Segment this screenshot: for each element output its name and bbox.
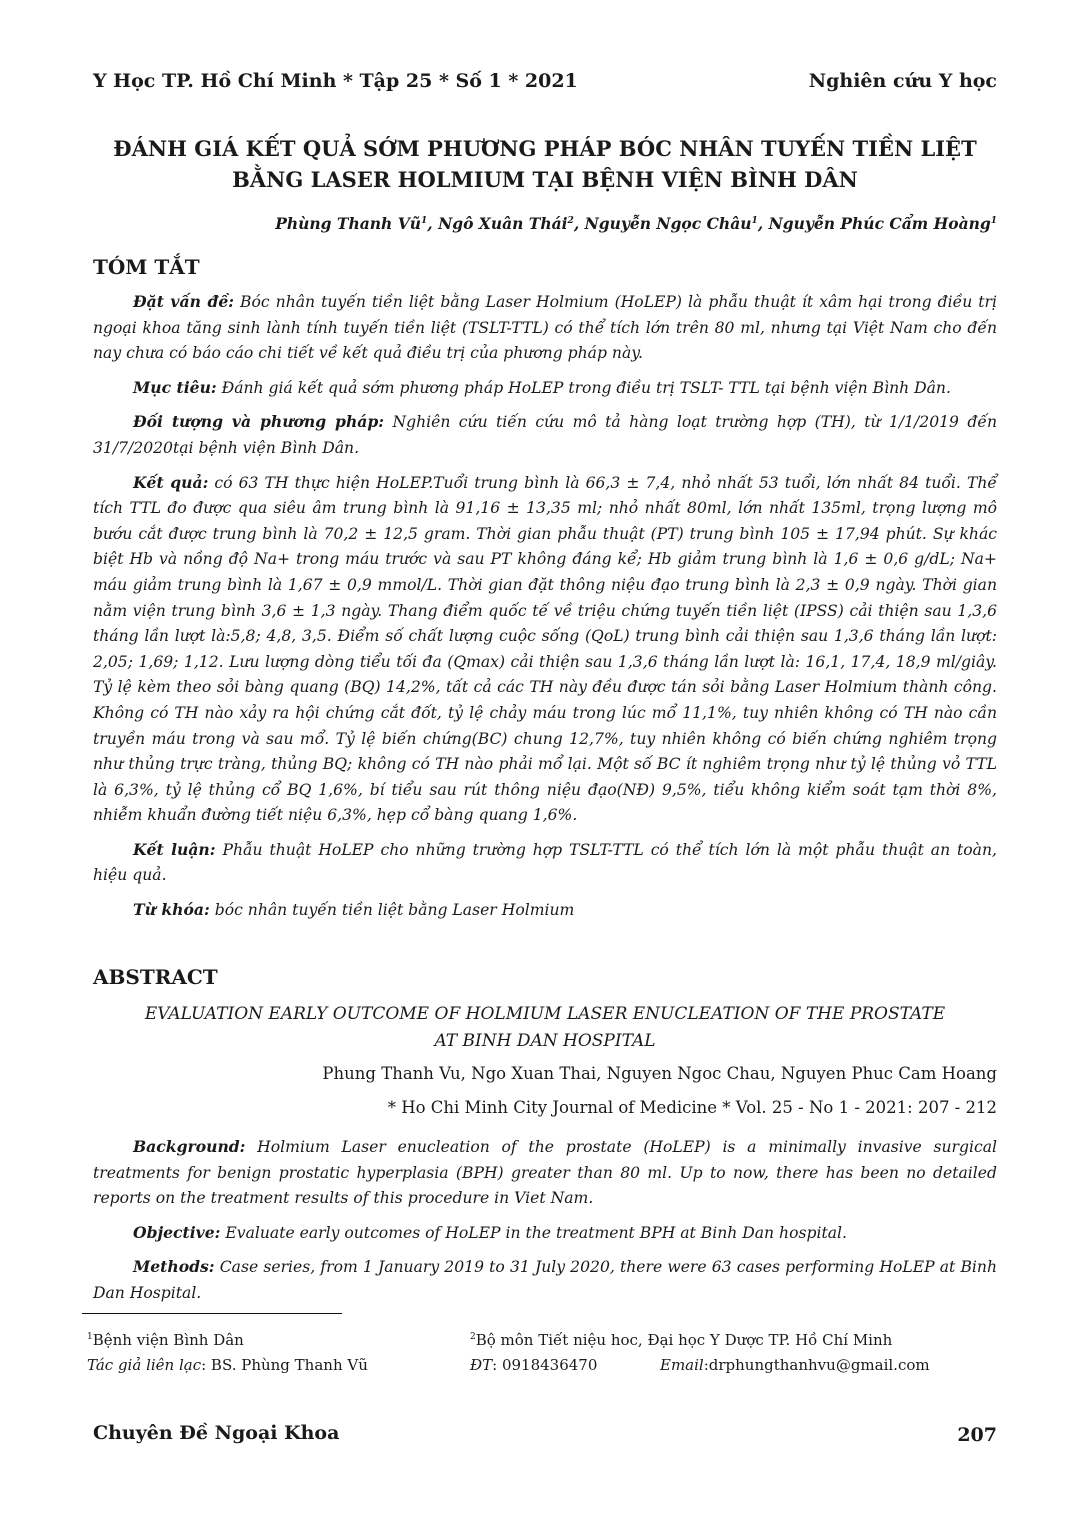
author-name: Ngô Xuân Thái <box>438 214 568 233</box>
abstract-title-line: AT BINH DAN HOSPITAL <box>434 1031 656 1051</box>
separator: , <box>757 214 769 233</box>
author-name: Nguyễn Phúc Cẩm Hoàng <box>768 214 991 233</box>
abstract-background <box>93 1134 997 1212</box>
summary-keywords-label: Từ khóa: <box>133 900 210 920</box>
abstract-background-text: Holmium Laser enucleation of the prostate (HoLEP) is a minimally invasive surgical treatments for benign prostatic hyperplasia (BPH) greater than 80 ml. Up to now, there has been no detailed reports on the treatment results of this procedure in Viet Nam. <box>93 1138 997 1208</box>
footnote-email <box>660 1356 930 1374</box>
summary-conclusion-text: Phẫu thuật HoLEP cho những trường hợp TSLT-TTL có thể tích lớn là một phẫu thuật an toàn, hiệu quả. <box>93 840 997 885</box>
title-line: ĐÁNH GIÁ KẾT QUẢ SỚM PHƯƠNG PHÁP BÓC NHÂN TUYẾN TIỀN LIỆT <box>113 136 977 161</box>
summary-body <box>93 289 997 932</box>
footnote-phone <box>470 1356 597 1374</box>
summary-heading: TÓM TẮT <box>93 255 200 279</box>
summary-background-text: Bóc nhân tuyến tiền liệt bằng Laser Holmium (HoLEP) là phẫu thuật ít xâm hại trong điều trị ngoại khoa tăng sinh lành tính tuyến tiền liệt (TSLT-TTL) có thể tích lớn trên 80 ml, nhưng tại Việt Nam cho đến nay chưa có báo cáo chi tiết về kết quả điều trị của phương pháp này. <box>93 293 997 363</box>
affiliation-mark: 1 <box>421 215 428 226</box>
author-list-en: Phung Thanh Vu, Ngo Xuan Thai, Nguyen Ngoc Chau, Nguyen Phuc Cam Hoang <box>322 1064 997 1083</box>
author-list-vn <box>275 214 997 233</box>
summary-objective-text: Đánh giá kết quả sớm phương pháp HoLEP trong điều trị TSLT- TTL tại bệnh viện Bình Dân. <box>216 378 951 397</box>
summary-keywords <box>93 897 997 924</box>
summary-objective <box>93 375 997 402</box>
summary-methods-text: Nghiên cứu tiến cứu mô tả hàng loạt trường hợp (TH), từ 1/1/2019 đến 31/7/2020tại bệnh viện Bình Dân. <box>93 413 997 457</box>
separator: , <box>573 214 585 233</box>
abstract-methods <box>93 1254 997 1306</box>
affiliation-mark: 2 <box>567 215 574 226</box>
summary-methods-label: Đối tượng và phương pháp: <box>133 412 385 432</box>
contact-name: : BS. Phùng Thanh Vũ <box>201 1356 368 1374</box>
title-line: BẰNG LASER HOLMIUM TẠI BỆNH VIỆN BÌNH DÂN <box>232 167 858 192</box>
summary-results-label: Kết quả: <box>133 472 209 492</box>
email-address[interactable]: :drphungthanhvu@gmail.com <box>703 1356 930 1374</box>
journal-info: Y Học TP. Hồ Chí Minh * Tập 25 * Số 1 * 2021 <box>93 70 578 92</box>
abstract-body <box>93 1134 997 1315</box>
author-name: Phùng Thanh Vũ <box>275 214 421 233</box>
summary-keywords-text: bóc nhân tuyến tiền liệt bằng Laser Holmium <box>209 901 575 920</box>
footnote-contact <box>87 1356 368 1374</box>
phone-number: : 0918436470 <box>492 1356 598 1374</box>
abstract-objective-label: Objective: <box>133 1222 221 1242</box>
abstract-methods-label: Methods: <box>133 1257 215 1277</box>
summary-background-label: Đặt vấn đề: <box>133 292 235 311</box>
article-title <box>93 133 997 195</box>
email-label: Email <box>660 1356 704 1374</box>
contact-label: Tác giả liên lạc <box>87 1356 202 1374</box>
abstract-heading: ABSTRACT <box>93 965 218 989</box>
summary-conclusion-label: Kết luận: <box>133 839 216 859</box>
abstract-objective-text: Evaluate early outcomes of HoLEP in the treatment BPH at Binh Dan hospital. <box>220 1223 847 1242</box>
affiliation-mark: 2 <box>470 1332 476 1342</box>
abstract-title <box>93 1001 997 1055</box>
phone-label: ĐT <box>470 1356 493 1374</box>
affiliation-mark: 1 <box>87 1332 93 1342</box>
citation: * Ho Chi Minh City Journal of Medicine * Vol. 25 - No 1 - 2021: 207 - 212 <box>387 1098 997 1117</box>
summary-objective-label: Mục tiêu: <box>133 377 217 397</box>
summary-results-text: có 63 TH thực hiện HoLEP.Tuổi trung bình là 66,3 ± 7,4, nhỏ nhất 53 tuổi, lớn nhất 84 tuổi. Thể tích TTL đo được qua siêu âm trung bình là 91,16 ± 13,35 ml; nhỏ nhất 80ml, lớn nhất 135ml, trọng lượng mô bướu cắt được trung bình là 70,2 ± 12,5 gram. Thời gian phẫu thuật (PT) trung bình 105 ± 17,94 phút. Sự khác biệt Hb và nồng độ Na+ trong máu trước và sau PT không đáng kể; Hb giảm trung bình là 1,6 ± 0,6 g/dL; Na+ máu giảm trung bình là 1,67 ± 0,9 mmol/L. Thời gian đặt thông niệu đạo trung bình là 2,3 ± 0,9 ngày. Thời gian nằm viện trung bình 3,6 ± 1,3 ngày. Thang điểm quốc tế về triệu chứng tuyến tiền liệt (IPSS) cải thiện sau 1,3,6 tháng lần lượt là:5,8; 4,8, 3,5. Điểm số chất lượng cuộc sống (QoL) trung bình cải thiện sau 1,3,6 tháng lần lượt: 2,05; 1,69; 1,12. Lưu lượng dòng tiểu tối đa (Qmax) cải thiện sau 1,3,6 tháng lần lượt là: 16,1, 17,4, 18,9 ml/giây. Tỷ lệ kèm theo sỏi bàng quang (BQ) 14,2%, tất cả các TH này đều được tán sỏi bằng Laser Holmium thành công. Không có TH nào xảy ra hội chứng cắt đốt, tỷ lệ chảy máu trong lúc mổ 11,1%, tuy nhiên không có TH nào cần truyền máu trong và sau mổ. Tỷ lệ biến chứng(BC) chung 12,7%, tuy nhiên không có biến chứng nghiêm trọng như thủng trực tràng, thủng BQ; không có TH nào phải mổ lại. Một số BC ít nghiêm trọng như tỷ lệ thủng vỏ TTL là 6,3%, tỷ lệ thủng cổ BQ 1,6%, bí tiểu sau rút thông niệu đạo(NĐ) 9,5%, tiểu không kiểm soát tạm thời 8%, nhiễm khuẩn đường tiết niệu 6,3%, hẹp cổ bàng quang 1,6%. <box>93 473 997 825</box>
footer-section: Chuyên Đề Ngoại Khoa <box>93 1422 340 1444</box>
summary-background <box>93 289 997 367</box>
affiliation-text: Bệnh viện Bình Dân <box>92 1331 244 1349</box>
footnote-divider <box>82 1313 342 1314</box>
affiliation-text: Bộ môn Tiết niệu hoc, Đại học Y Dược TP. Hồ Chí Minh <box>475 1331 893 1349</box>
page-number: 207 <box>957 1424 997 1446</box>
summary-results <box>93 470 997 829</box>
abstract-methods-text: Case series, from 1 January 2019 to 31 July 2020, there were 63 cases performing HoLEP at Binh Dan Hospital. <box>93 1258 997 1302</box>
affiliation-mark: 1 <box>751 215 758 226</box>
footnote-affiliation-2 <box>470 1331 892 1349</box>
abstract-objective <box>93 1220 997 1247</box>
summary-methods <box>93 409 997 461</box>
abstract-background-label: Background: <box>133 1137 246 1156</box>
affiliation-mark: 1 <box>990 215 997 226</box>
separator: , <box>427 214 439 233</box>
running-header <box>93 70 997 100</box>
author-name: Nguyễn Ngọc Châu <box>584 214 752 233</box>
article-category: Nghiên cứu Y học <box>808 70 997 92</box>
footnote-affiliation-1 <box>87 1331 244 1349</box>
abstract-title-line: EVALUATION EARLY OUTCOME OF HOLMIUM LASER ENUCLEATION OF THE PROSTATE <box>144 1004 946 1024</box>
summary-conclusion <box>93 837 997 889</box>
